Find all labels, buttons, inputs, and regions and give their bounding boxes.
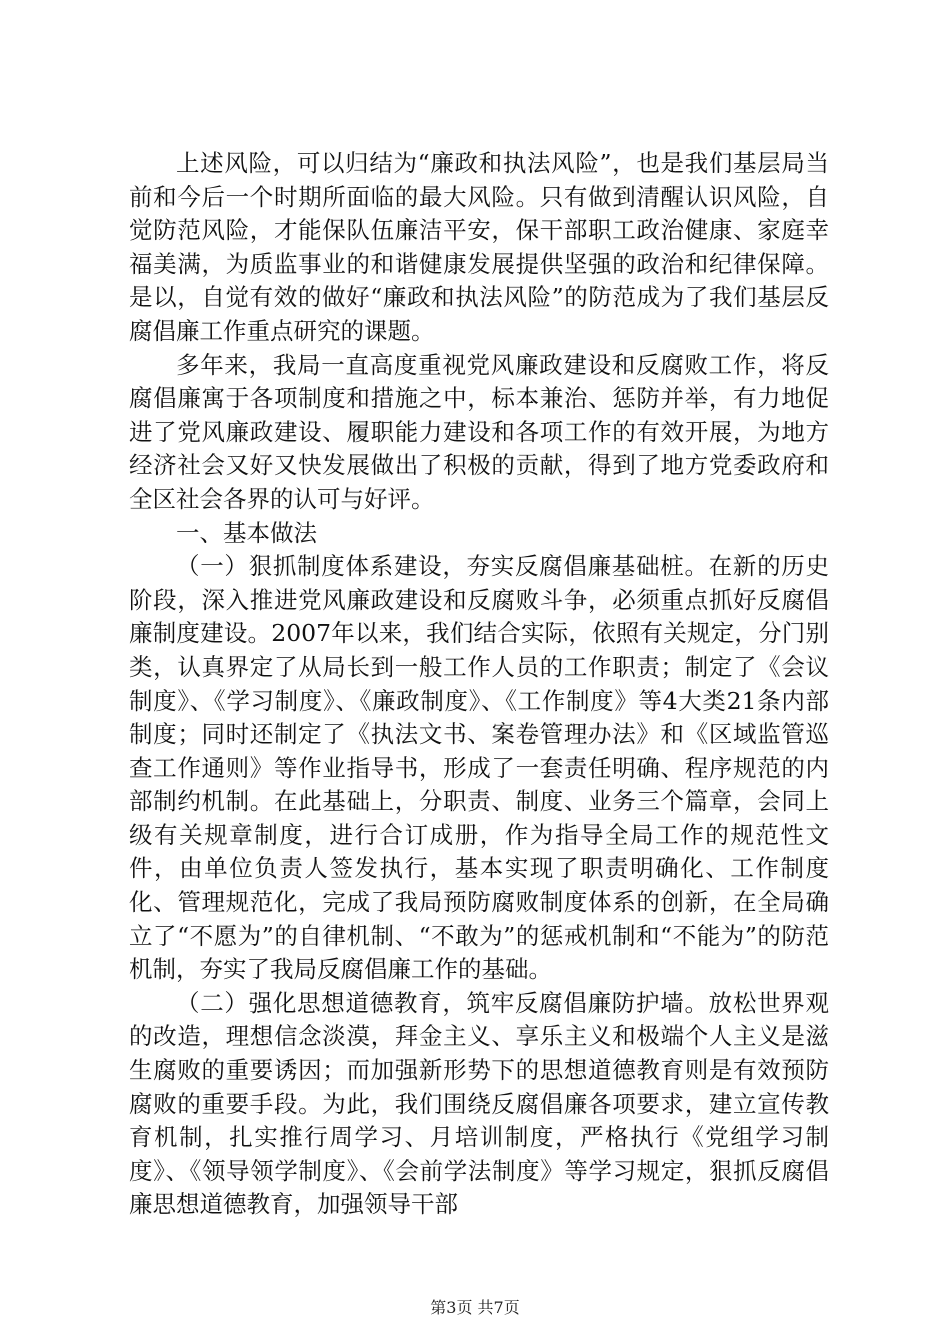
page-number-footer: 第3页 共7页 [430, 1298, 520, 1317]
subsection-moral-education: （二）强化思想道德教育，筑牢反腐倡廉防护墙。放松世界观的改造，理想信念淡漠，拜金主义、享乐主义和极端个人主义是滋生腐败的重要诱因；而加强新形势下的思想道德教育则是有效预防腐败的重要手段。为此，我们围绕反腐倡廉各项要求，建立宣传教育机制，扎实推行周学习、月培训制度，严格执行《党组学习制度》、《领导领学制度》、《会前学法制度》等学习规定，狠抓反腐倡廉思想道德教育，加强领导干部 [129, 988, 829, 1219]
paragraph-risk-summary: 上述风险，可以归结为“廉政和执法风险”，也是我们基层局当前和今后一个时期所面临的最大风险。只有做到清醒认识风险，自觉防范风险，才能保队伍廉洁平安，保干部职工政治健康、家庭幸福美满，为质监事业的和谐健康发展提供坚强的政治和纪律保障。是以，自觉有效的做好“廉政和执法风险”的防范成为了我们基层反腐倡廉工作重点研究的课题。 [129, 149, 829, 345]
paragraph-years-of-work: 多年来，我局一直高度重视党风廉政建设和反腐败工作，将反腐倡廉寓于各项制度和措施之中，标本兼治、惩防并举，有力地促进了党风廉政建设、履职能力建设和各项工作的有效开展，为地方经济社会又好又快发展做出了积极的贡献，得到了地方党委政府和全区社会各界的认可与好评。 [129, 350, 829, 513]
document-body [129, 147, 829, 1222]
subsection-system-building: （一）狠抓制度体系建设，夯实反腐倡廉基础桩。在新的历史阶段，深入推进党风廉政建设和反腐败斗争，必须重点抓好反腐倡廉制度建设。2007年以来，我们结合实际，依照有关规定，分门别类，认真界定了从局长到一般工作人员的工作职责；制定了《会议制度》、《学习制度》、《廉政制度》、《工作制度》等4大类21条内部制度；同时还制定了《执法文书、案卷管理办法》和《区域监管巡查工作通则》等作业指导书，形成了一套责任明确、程序规范的内部制约机制。在此基础上，分职责、制度、业务三个篇章，会同上级有关规章制度，进行合订成册，作为指导全局工作的规范性文件，由单位负责人签发执行，基本实现了职责明确化、工作制度化、管理规范化，完成了我局预防腐败制度体系的创新，在全局确立了“不愿为”的自律机制、“不敢为”的惩戒机制和“不能为”的防范机制，夯实了我局反腐倡廉工作的基础。 [129, 552, 829, 984]
section-heading-basic-practices: 一、基本做法 [176, 518, 317, 547]
